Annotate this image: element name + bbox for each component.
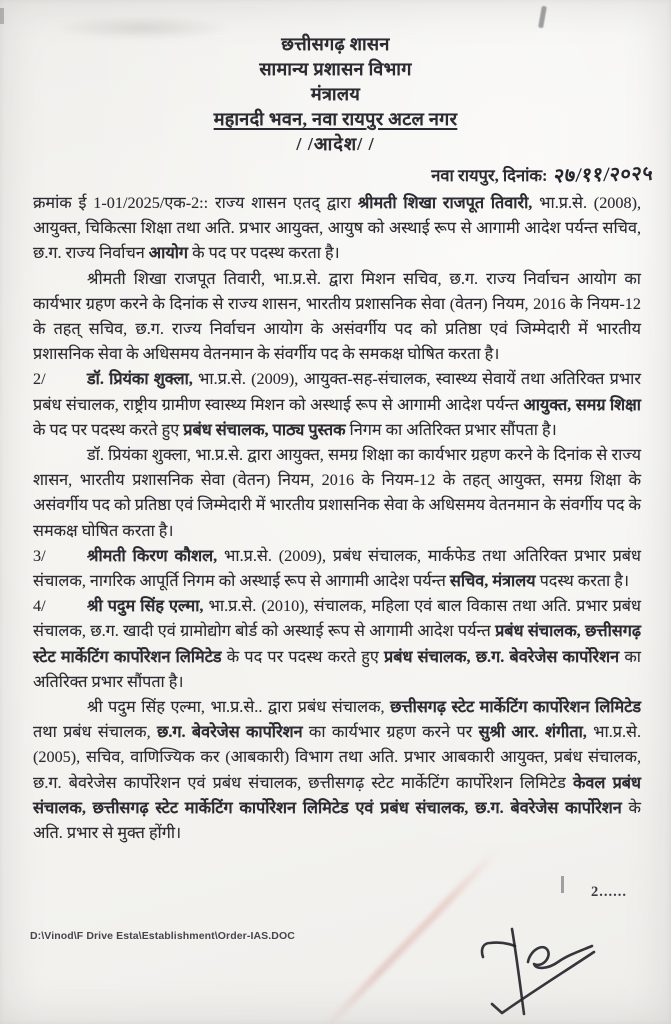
text-run: पदस्थ करता है। [535,572,630,591]
paragraph-number: 4/ [33,597,46,616]
text-run: भा.प्र.से. (2010), संचालक, महिला एवं बाल विकास तथा अति. प्रभार प्रबंध संचालक, छ.ग. खादी एवं ग्रामोद्योग बोर्ड को अस्थाई रूप से आगामी आदेश पर्यन्त [33,597,641,641]
government-name: छत्तीसगढ़ शासन [281,34,390,54]
dateline [0,160,671,187]
text-run: छ.ग. बेवरेजेस कार्पोरेशन [156,723,303,742]
address-line: महानदी भवन, नवा रायपुर अटल नगर [213,109,458,129]
text-run: क्रमांक ई 1-01/2025/एक-2:: राज्य शासन एतद् द्वारा [33,194,358,212]
page-continuation-marker: 2...... [591,884,627,900]
text-run: डॉ. प्रियंका शुक्ला, [87,370,193,389]
signature-scribble-icon [472,912,622,1020]
text-run: निगम का अतिरिक्त प्रभार सौंपता है। [345,420,557,439]
text-run: के पद पर पदस्थ करते हुए [33,420,184,439]
text-run: के अति. प्रभार से मुक्त होंगी। [33,798,641,843]
order-paragraph [33,191,641,267]
text-run: श्री पदुम सिंह एल्मा, [87,597,204,616]
text-run: भा.प्र.से. (2009), प्रबंध संचालक, मार्कफेड तथा अतिरिक्त प्रभार प्रबंध संचालक, नागरिक आपूर्ति निगम को अस्थाई रूप से आगामी आदेश पर्यन्त [33,546,642,591]
text-run: श्री पदुम सिंह एल्मा, भा.प्र.से.. द्वारा प्रबंध संचालक, [87,698,391,717]
ministry-name: मंत्रालय [310,84,361,104]
text-run: केवल प्रबंध संचालक, छत्तीसगढ़ स्टेट मार्केटिंग कार्पोरेशन लिमिटेड एवं प्रबंध संचालक, छ.ग. बेवरेजेस कार्पोरेशन [33,773,641,817]
file-path: D:\Vinod\F Drive Esta\Establishment\Order-IAS.DOC [30,930,295,942]
text-run: के पद पर पदस्थ करते हुए [221,647,384,666]
text-run: श्रीमती शिखा राजपूत तिवारी, भा.प्र.से. द्वारा मिशन सचिव, छ.ग. राज्य निर्वाचन आयोग का कार्यभार ग्रहण करने के दिनांक से राज्य शासन, भारतीय प्रशासनिक सेवा (वेतन) नियम, 2016 के नियम-12 के तहत् सचिव, छ.ग. राज्य निर्वाचन आयोग के असंवर्गीय पद को प्रतिष्ठा एवं जिम्मेदारी में भारतीय प्रशासनिक सेवा के अधिसमय वेतनमान के संवर्गीय पद के समकक्ष घोषित करता है। [33,269,641,364]
text-run: डॉ. प्रियंका शुक्ला, भा.प्र.से. द्वारा आयुक्त, समग्र शिक्षा का कार्यभार ग्रहण करने के दिनांक से राज्य शासन, भारतीय प्रशासनिक सेवा (वेतन) नियम, 2016 के नियम-12 के तहत् आयुक्त, समग्र शिक्षा के असंवर्गीय पद को प्रतिष्ठा एवं जिम्मेदारी में भारतीय प्रशासनिक सेवा के अधिसमय वेतनमान के संवर्गीय पद के समकक्ष घोषित करता है। [33,446,641,540]
text-run: प्रबंध संचालक, छत्तीसगढ़ स्टेट मार्केटिंग कार्पोरेशन लिमिटेड [33,622,641,666]
text-run: के पद पर पदस्थ करता है। [188,244,340,263]
department-name: सामान्य प्रशासन विभाग [259,59,412,79]
text-run: आयोग [148,244,189,263]
order-paragraph [33,367,641,443]
order-paragraphs [0,187,671,846]
paragraph-number: 2/ [33,370,46,389]
text-run: प्रबंध संचालक, पाठ्य पुस्तक [183,420,346,439]
order-paragraph [33,443,641,544]
document-header [0,0,671,157]
text-run: प्रबंध संचालक, छ.ग. बेवरेजेस कार्पोरेशन [384,647,620,666]
text-run: आयुक्त, समग्र शिक्षा [523,395,641,414]
text-run: छत्तीसगढ़ स्टेट मार्केटिंग कार्पोरेशन लिमिटेड [390,698,642,717]
order-paragraph [33,594,641,695]
text-run: तथा प्रबंध संचालक, [33,723,157,742]
order-heading: / /आदेश/ / [296,134,375,154]
paragraph-number: 3/ [33,546,46,565]
order-paragraph [33,695,641,846]
place-date-label: नवा रायपुर, दिनांक: [431,166,548,185]
text-run: सुश्री आर. शंगीता, [478,723,587,742]
order-paragraph [33,267,641,368]
text-run: सचिव, मंत्रालय [449,572,536,591]
scan-mark-tick [561,876,564,893]
text-run: भा.प्र.से. (2005), सचिव, वाणिज्यिक कर (आबकारी) विभाग तथा अति. प्रभार आबकारी आयुक्त, प्रबंध संचालक, छ.ग. बेवरेजेस कार्पोरेशन एवं प्रबंध संचालक, छत्तीसगढ़ स्टेट मार्केटिंग कार्पोरेशन लिमिटेड [33,723,641,792]
handwritten-date: २७/११/२०२५ [552,162,654,188]
text-run: भा.प्र.से. (2008), आयुक्त, चिकित्सा शिक्षा तथा अति. प्रभार आयुक्त, आयुष को अस्थाई रूप से आगामी आदेश पर्यन्त सचिव, छ.ग. राज्य निर्वाचन [33,194,642,263]
text-run: का कार्यभार ग्रहण करने पर [302,723,479,742]
text-run: का अतिरिक्त प्रभार सौंपता है। [33,647,641,691]
text-run: श्रीमती किरण कौशल, [87,546,218,565]
text-run: भा.प्र.से. (2009), आयुक्त-सह-संचालक, स्वास्थ्य सेवायें तथा अतिरिक्त प्रभार प्रबंध संचालक, राष्ट्रीय ग्रामीण स्वास्थ्य मिशन को अस्थाई रूप से आगामी आदेश पर्यन्त [33,370,641,414]
text-run: श्रीमती शिखा राजपूत तिवारी, [357,194,533,212]
order-paragraph [33,544,641,594]
